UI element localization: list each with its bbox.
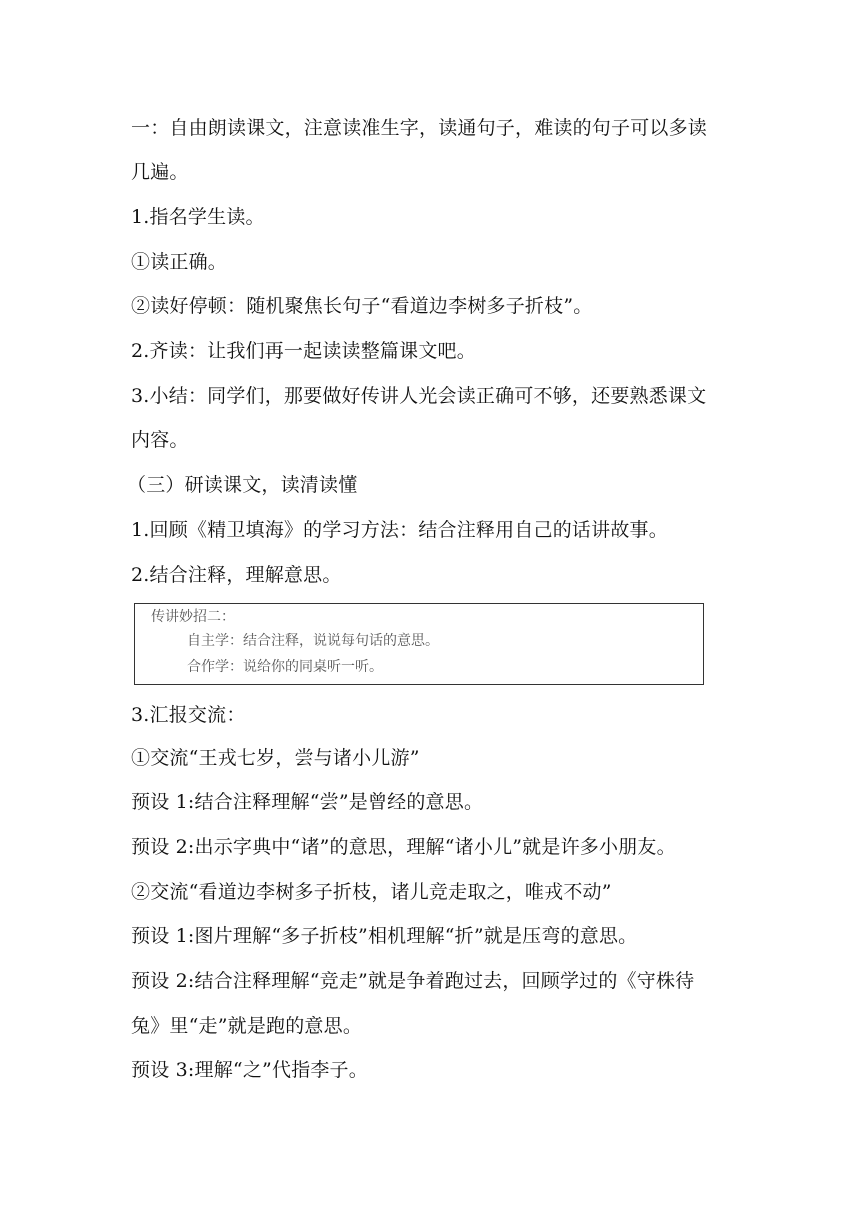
step-2-heading: 2.齐读：让我们再一起读读整篇课文吧。 <box>131 340 476 362</box>
step-3-summary: 3.小结：同学们，那要做好传讲人光会读正确可不够，还要熟悉课文 <box>131 385 707 407</box>
exchange-item-1: ①交流“王戎七岁，尝与诸小儿游” <box>131 747 420 769</box>
tip-box-line-1: 自主学：结合注释，说说每句话的意思。 <box>187 633 439 649</box>
paragraph-line-2: 几遍。 <box>131 161 189 183</box>
paragraph-line-1: 一：自由朗读课文，注意读准生字，读通句子，难读的句子可以多读 <box>131 117 708 139</box>
section-step-3: 3.汇报交流： <box>131 704 246 726</box>
preset-2-2: 预设 2:结合注释理解“竞走”就是争着跑过去，回顾学过的《守株待 <box>131 970 695 992</box>
preset-2-3: 预设 3:理解“之”代指李子。 <box>131 1059 368 1081</box>
preset-2-1: 预设 1:图片理解“多子折枝”相机理解“折”就是压弯的意思。 <box>131 925 638 947</box>
section-step-1: 1.回顾《精卫填海》的学习方法：结合注释用自己的话讲故事。 <box>131 519 668 541</box>
preset-1-1: 预设 1:结合注释理解“尝”是曾经的意思。 <box>131 791 484 813</box>
tip-box-title: 传讲妙招二： <box>151 609 235 625</box>
step-1-item-2: ②读好停顿：随机聚焦长句子“看道边李树多子折枝”。 <box>131 295 593 317</box>
section-heading-three: （三）研读课文，读清读懂 <box>127 474 358 496</box>
preset-1-2: 预设 2:出示字典中“诸”的意思，理解“诸小儿”就是许多小朋友。 <box>131 836 676 858</box>
step-1-heading: 1.指名学生读。 <box>131 206 265 228</box>
exchange-item-2: ②交流“看道边李树多子折枝，诸儿竞走取之，唯戎不动” <box>131 881 612 903</box>
section-step-2: 2.结合注释，理解意思。 <box>131 564 342 586</box>
step-1-item-1: ①读正确。 <box>131 251 228 273</box>
step-3-summary-continued: 内容。 <box>131 429 189 451</box>
preset-2-2-continued: 兔》里“走”就是跑的意思。 <box>131 1015 363 1037</box>
tip-box-line-2: 合作学：说给你的同桌听一听。 <box>187 659 383 675</box>
tip-box <box>134 603 704 685</box>
